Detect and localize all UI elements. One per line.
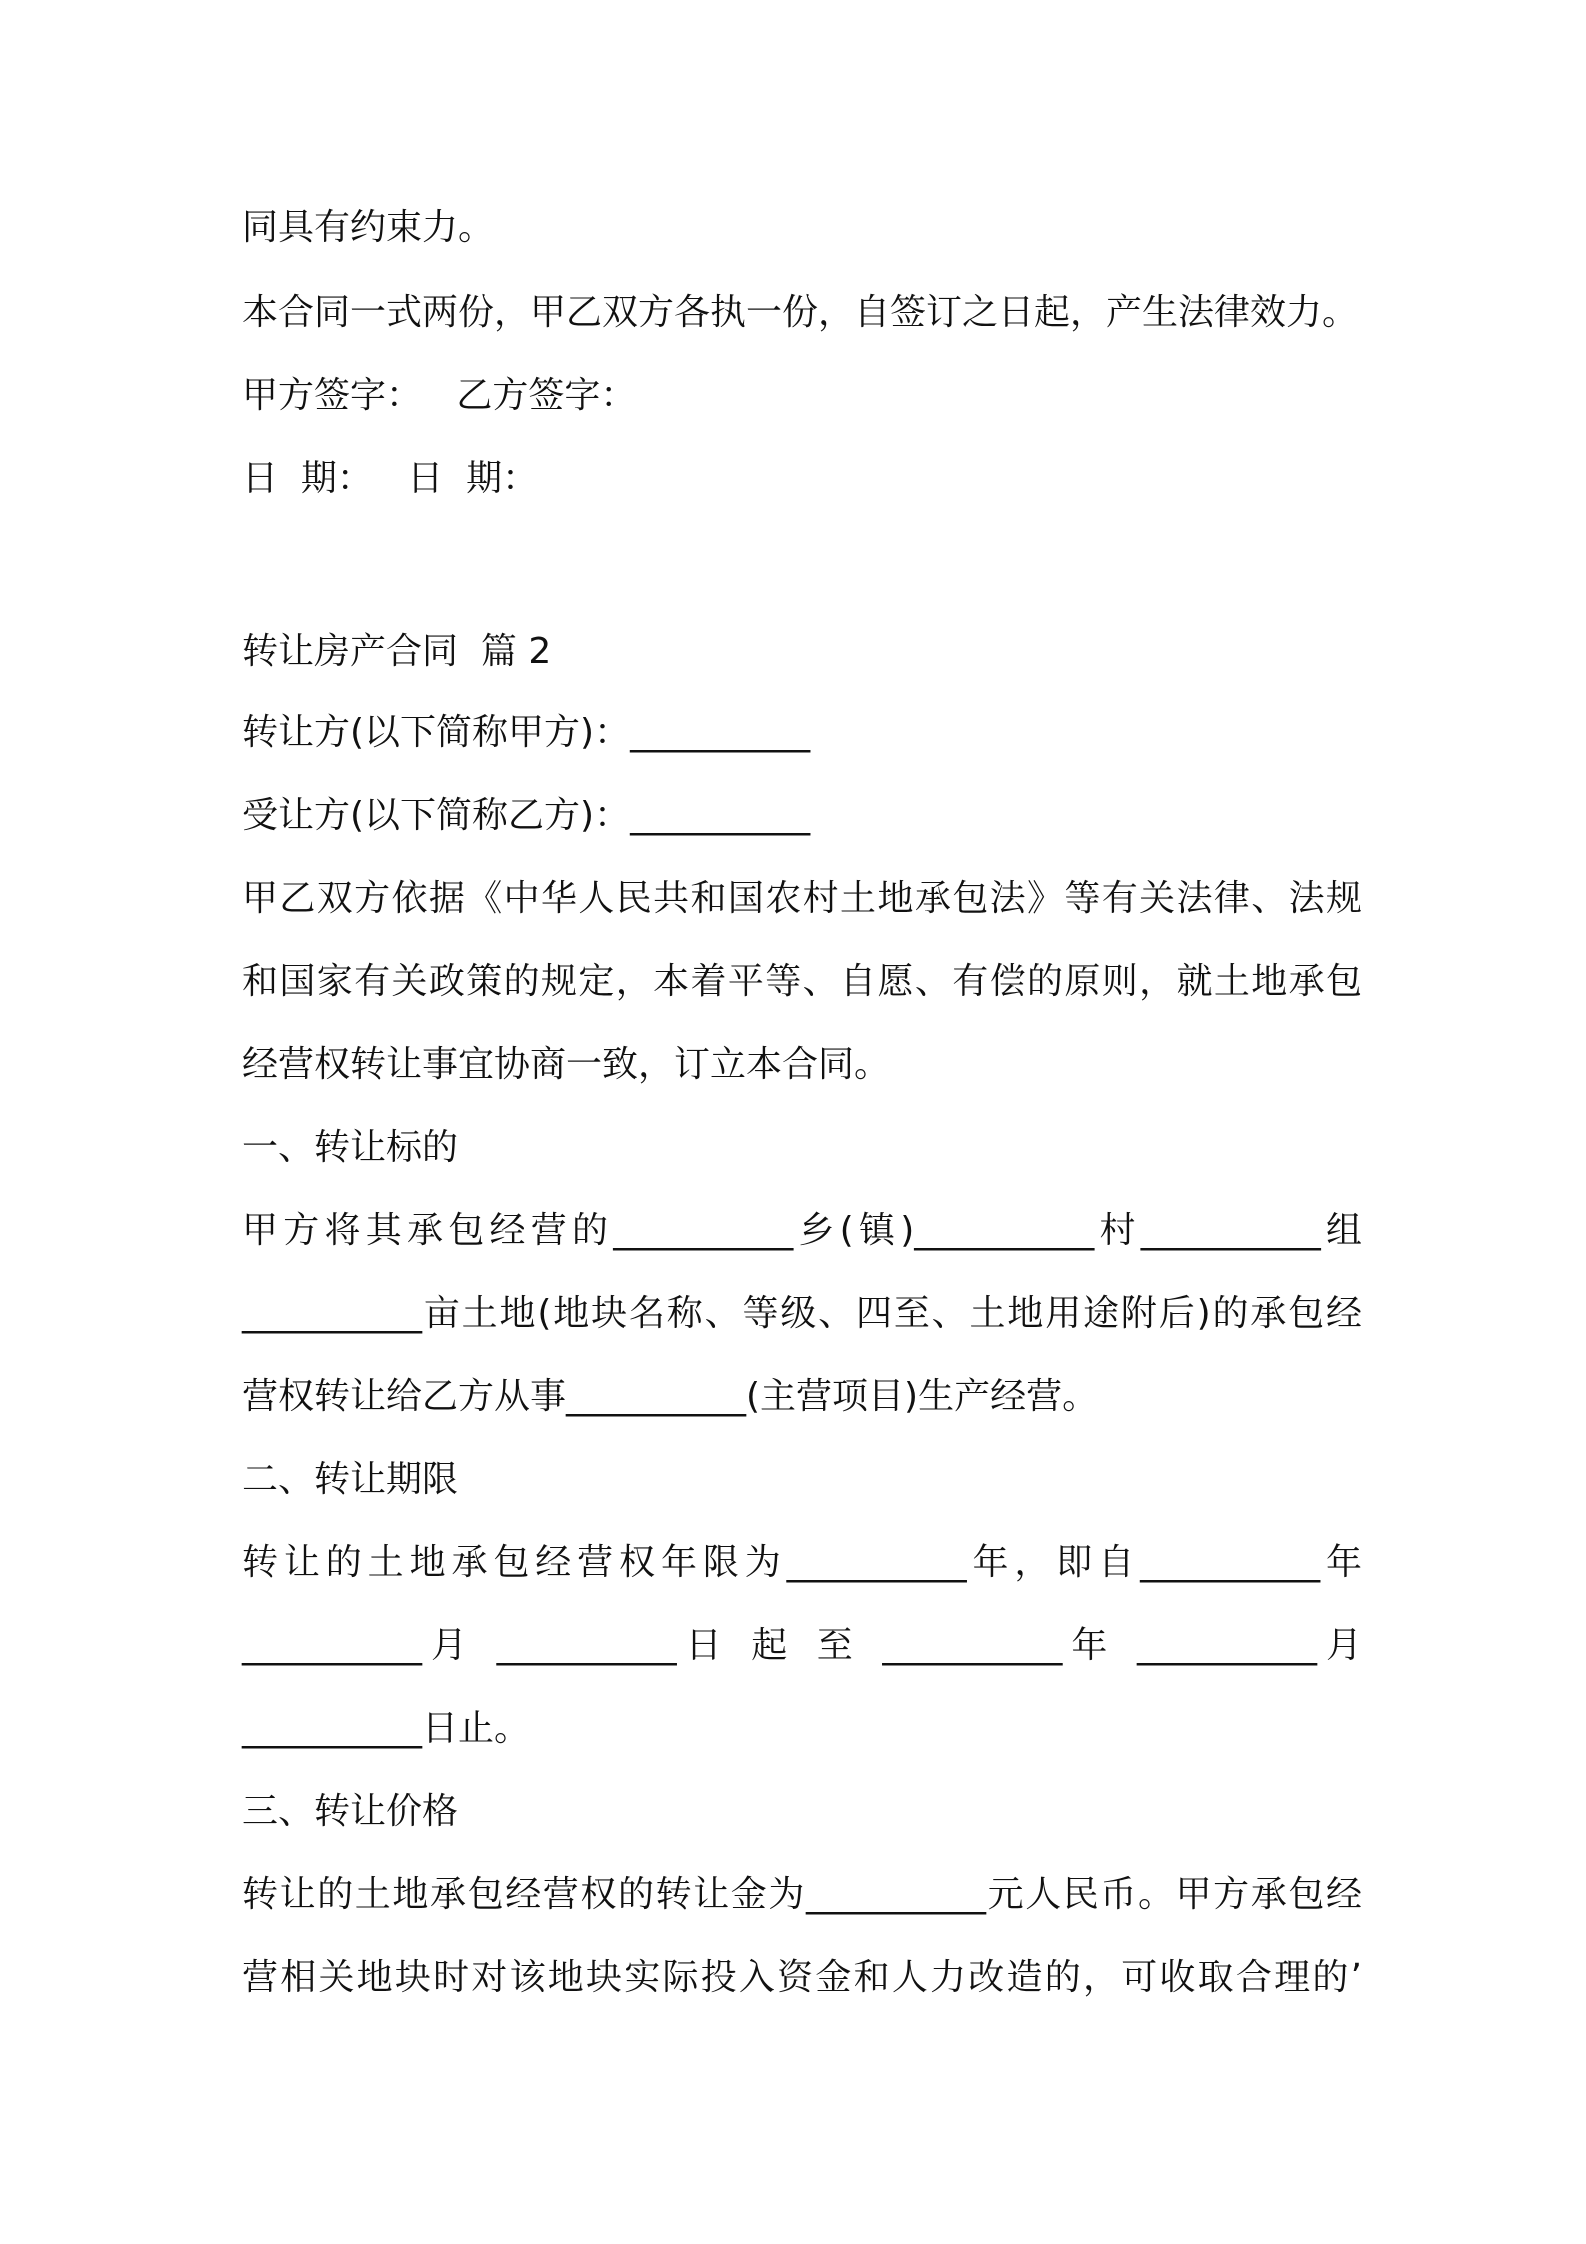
paragraph-line: 同具有约束力。 bbox=[242, 207, 495, 248]
paragraph-line: __________日止。 bbox=[242, 1708, 531, 1749]
paragraph-line: 本合同一式两份，甲乙双方各执一份，自签订之日起，产生法律效力。 bbox=[242, 292, 1359, 333]
transferor-line: 转让方(以下简称甲方)：__________ bbox=[242, 712, 811, 753]
paragraph-line: 转让的土地承包经营权的转让金为__________元人民币。甲方承包经 bbox=[242, 1874, 1362, 1915]
signature-line: 甲方签字： 乙方签字： bbox=[242, 375, 637, 416]
transferee-line: 受让方(以下简称乙方)：__________ bbox=[242, 795, 811, 836]
paragraph-line: 甲乙双方依据《中华人民共和国农村土地承包法》等有关法律、法规 bbox=[242, 878, 1362, 919]
paragraph-line: 甲方将其承包经营的__________乡(镇)__________村__________组 bbox=[242, 1210, 1362, 1251]
clause-heading: 三、转让价格 bbox=[242, 1791, 459, 1832]
paragraph-line: 营相关地块时对该地块实际投入资金和人力改造的，可收取合理的’ bbox=[242, 1957, 1362, 1998]
paragraph-line: 营权转让给乙方从事__________(主营项目)生产经营。 bbox=[242, 1376, 1099, 1417]
paragraph-line: 转让的土地承包经营权年限为__________年，即自__________年 bbox=[242, 1542, 1362, 1583]
section-title: 转让房产合同 篇 2 bbox=[242, 631, 552, 672]
clause-heading: 一、转让标的 bbox=[242, 1127, 459, 1168]
clause-heading: 二、转让期限 bbox=[242, 1459, 459, 1500]
paragraph-line: __________亩土地(地块名称、等级、四至、土地用途附后)的承包经 bbox=[242, 1293, 1362, 1334]
date-line: 日 期： 日 期： bbox=[242, 458, 539, 499]
paragraph-line: 经营权转让事宜协商一致，订立本合同。 bbox=[242, 1044, 891, 1085]
paragraph-line: 和国家有关政策的规定，本着平等、自愿、有偿的原则，就土地承包 bbox=[242, 961, 1362, 1002]
paragraph-line: __________月 __________日 起 至 __________年 __________月 bbox=[242, 1625, 1362, 1666]
